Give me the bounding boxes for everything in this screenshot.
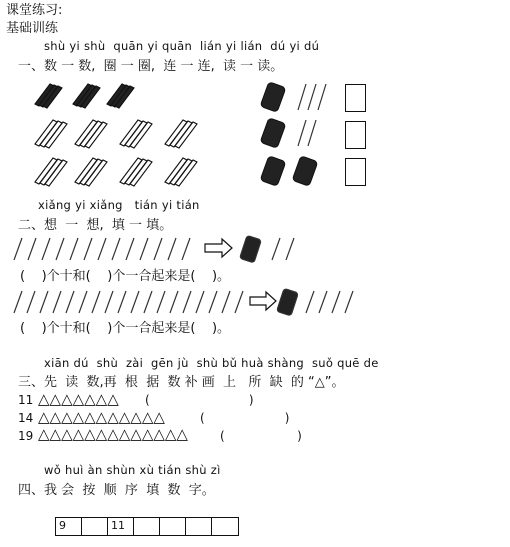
row-number: 14 bbox=[18, 411, 34, 425]
light-bundle-rows bbox=[35, 120, 197, 186]
section4-pinyin: wǒ huì àn shùn xù tián shù zì bbox=[44, 463, 221, 477]
grid-cell[interactable] bbox=[186, 518, 212, 535]
section3-heading: 三、先 读 数,再 根 据 数 补 画 上 所 缺 的 “△”。 bbox=[18, 375, 345, 390]
section1-heading: 一、数 一 数, 圈 一 圈, 连 一 连, 读 一 读。 bbox=[18, 59, 284, 74]
bundle-singles-illustration bbox=[258, 78, 338, 193]
section2-fill-line-1: ( )个十和( )个一合起来是( )。 bbox=[20, 269, 231, 284]
triangle-row: △△△△△△△ bbox=[38, 390, 119, 408]
page-subtitle: 基础训练 bbox=[6, 21, 59, 36]
triangle-row: △△△△△△△△△△△ bbox=[38, 408, 165, 426]
row-number: 19 bbox=[18, 429, 34, 443]
answer-box-3[interactable] bbox=[345, 158, 366, 186]
answer-bracket[interactable]: ( ) bbox=[220, 429, 302, 443]
grid-cell: 9 bbox=[56, 518, 82, 535]
answer-bracket[interactable]: ( ) bbox=[200, 411, 290, 425]
dark-bundle-row bbox=[35, 84, 134, 108]
arrow-icon bbox=[205, 239, 232, 257]
grid-cell[interactable] bbox=[212, 518, 238, 535]
section4-heading: 四、我 会 按 顺 序 填 数 字。 bbox=[18, 483, 215, 498]
bundle-icon bbox=[260, 82, 318, 187]
grid-cell[interactable] bbox=[82, 518, 108, 535]
section3-pinyin: xiān dú shù zài gēn jù shù bǔ huà shàng suǒ quē de bbox=[44, 356, 379, 370]
section2-pinyin: xiǎng yi xiǎng tián yi tián bbox=[38, 198, 200, 212]
page-title: 课堂练习: bbox=[6, 3, 63, 18]
grid-cell: 11 bbox=[108, 518, 134, 535]
answer-bracket[interactable]: ( ) bbox=[145, 393, 254, 407]
sticks-row-2 bbox=[10, 287, 370, 317]
sticks-row-1 bbox=[10, 234, 300, 264]
grid-cell[interactable] bbox=[134, 518, 160, 535]
grid-cell[interactable] bbox=[160, 518, 186, 535]
section2-fill-line-2: ( )个十和( )个一合起来是( )。 bbox=[20, 321, 231, 336]
arrow-icon bbox=[250, 292, 276, 310]
row-number: 11 bbox=[18, 393, 34, 407]
single-sticks bbox=[298, 84, 326, 146]
triangle-row: △△△△△△△△△△△△△ bbox=[38, 425, 188, 443]
answer-box-2[interactable] bbox=[345, 121, 366, 149]
number-sequence-grid bbox=[55, 517, 239, 536]
section2-heading: 二、想 一 想, 填 一 填。 bbox=[18, 218, 173, 233]
stick-bundles-illustration bbox=[25, 80, 235, 190]
answer-box-1[interactable] bbox=[345, 84, 366, 112]
section1-pinyin: shù yi shù quān yi quān lián yi lián dú yi dú bbox=[44, 39, 320, 53]
